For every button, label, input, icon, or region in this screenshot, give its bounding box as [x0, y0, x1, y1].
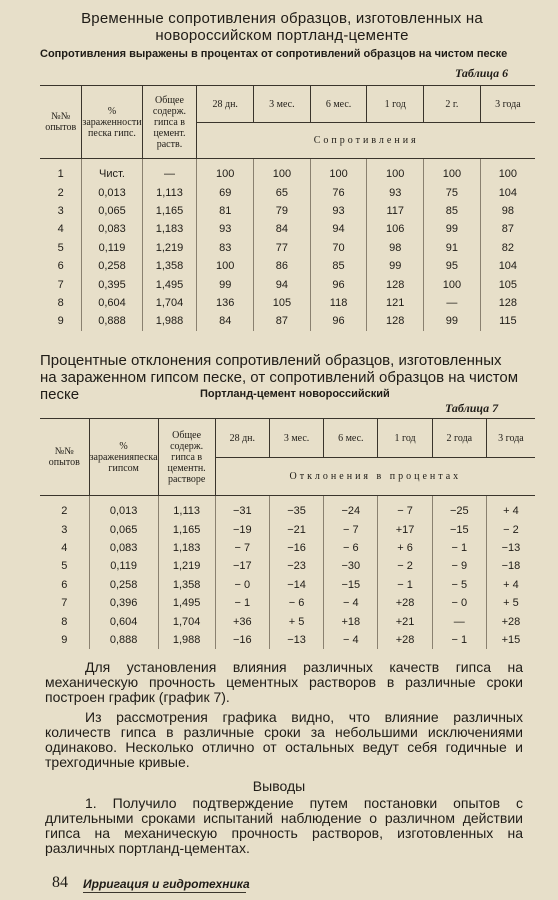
- header-num: №№ опытов: [40, 419, 89, 496]
- table-cell: 95: [424, 257, 481, 275]
- table-cell: − 6: [269, 594, 323, 612]
- table-cell: 7: [61, 597, 68, 610]
- header-period: 2 г.: [424, 86, 481, 123]
- table-row: [40, 159, 535, 184]
- header-period: 3 мес.: [254, 86, 311, 123]
- table-cell: +18: [324, 612, 378, 630]
- header-period: 3 года: [480, 86, 535, 123]
- table-cell: 93: [367, 183, 424, 201]
- table-cell: 2: [61, 505, 68, 518]
- table-row: [40, 202, 535, 220]
- table6-subtitle: Сопротивления выражены в процентах от сопротивлений образцов на чистом песке: [40, 48, 508, 60]
- table-cell: 85: [310, 257, 367, 275]
- table-row: [40, 312, 535, 330]
- table-cell: + 6: [378, 539, 432, 557]
- table-cell: 94: [310, 220, 367, 238]
- table-cell: − 7: [324, 520, 378, 538]
- table-cell: 104: [480, 257, 535, 275]
- table-cell: 96: [310, 275, 367, 293]
- table-cell: +15: [486, 631, 535, 649]
- table-cell: 0,258: [82, 257, 142, 275]
- table-row: [40, 257, 535, 275]
- header-num: №№ опытов: [40, 86, 82, 159]
- table-cell: 115: [480, 312, 535, 330]
- table-cell: +21: [378, 612, 432, 630]
- header-period: 1 год: [378, 419, 432, 458]
- table-row: [40, 631, 535, 649]
- table-cell: 5: [61, 560, 68, 573]
- table-cell: − 0: [432, 594, 486, 612]
- table-cell: —: [424, 294, 481, 312]
- table-cell: 6: [61, 578, 68, 591]
- table-cell: 128: [367, 275, 424, 293]
- table-cell: 105: [480, 275, 535, 293]
- table-cell: 98: [367, 239, 424, 257]
- header-pct: % зараженияпеска гипсом: [89, 419, 158, 496]
- header-group: Сопротивления: [197, 123, 535, 159]
- table-cell: 99: [424, 220, 481, 238]
- table-cell: + 4: [486, 496, 535, 521]
- footer-rule: [83, 892, 246, 893]
- table-cell: 82: [480, 239, 535, 257]
- table-cell: 84: [254, 220, 311, 238]
- header-pct: % зараженности песка гипс.: [82, 86, 142, 159]
- header-period: 1 год: [367, 86, 424, 123]
- table-cell: 9: [61, 633, 68, 646]
- table-cell: + 4: [486, 576, 535, 594]
- table-cell: 128: [367, 312, 424, 330]
- table6-title: Временные сопротивления образцов, изготовленных на новороссийском портланд-цементе: [81, 10, 483, 44]
- table-cell: − 2: [378, 557, 432, 575]
- table-cell: −30: [324, 557, 378, 575]
- table-cell: − 1: [378, 576, 432, 594]
- table-cell: 1,165: [158, 520, 215, 538]
- table-cell: 104: [480, 183, 535, 201]
- table-cell: —: [142, 159, 197, 184]
- table-cell: −17: [215, 557, 269, 575]
- table-cell: −24: [324, 496, 378, 521]
- table-cell: −19: [215, 520, 269, 538]
- table-cell: 70: [310, 239, 367, 257]
- table-row: [40, 520, 535, 538]
- table-row: [40, 275, 535, 293]
- table-cell: − 7: [378, 496, 432, 521]
- table-cell: 1,183: [158, 539, 215, 557]
- table-cell: 1,358: [142, 257, 197, 275]
- table-cell: 6: [57, 260, 64, 273]
- table-cell: 99: [424, 312, 481, 330]
- table-cell: 7: [57, 278, 64, 291]
- table-cell: −15: [432, 520, 486, 538]
- table-cell: 1,704: [158, 612, 215, 630]
- table-cell: 121: [367, 294, 424, 312]
- table-cell: 117: [367, 202, 424, 220]
- table-cell: − 4: [324, 594, 378, 612]
- table-cell: 1,219: [142, 239, 197, 257]
- header-total: Общее содерж. гипса в цементн. растворе: [158, 419, 215, 496]
- table-cell: − 2: [486, 520, 535, 538]
- table-cell: 84: [197, 312, 254, 330]
- table-row: [40, 594, 535, 612]
- table-cell: − 6: [324, 539, 378, 557]
- table-cell: 105: [254, 294, 311, 312]
- table-cell: 65: [254, 183, 311, 201]
- table-cell: 1,704: [142, 294, 197, 312]
- table-cell: −15: [324, 576, 378, 594]
- conclusion-item: 1. Получило подтверждение путем постановки опытов с длительными сроками испытаний наблюдение о различном действии гипса на механическую прочность растворов, изготовленных на различных портланд-цементах.: [45, 795, 523, 856]
- table-cell: 1,219: [158, 557, 215, 575]
- table-cell: 3: [61, 523, 68, 536]
- table-cell: − 9: [432, 557, 486, 575]
- header-period: 3 года: [486, 419, 535, 458]
- table-cell: 136: [197, 294, 254, 312]
- table-cell: 118: [310, 294, 367, 312]
- table-cell: 81: [197, 202, 254, 220]
- table-cell: −13: [269, 631, 323, 649]
- table-cell: 0,013: [89, 496, 158, 521]
- table-cell: −35: [269, 496, 323, 521]
- header-period: 2 года: [432, 419, 486, 458]
- table-cell: 1,988: [158, 631, 215, 649]
- table-cell: 100: [424, 159, 481, 184]
- page-number: 84: [52, 874, 68, 891]
- header-period: 6 мес.: [310, 86, 367, 123]
- table-cell: 106: [367, 220, 424, 238]
- table-cell: −25: [432, 496, 486, 521]
- table-cell: 0,604: [89, 612, 158, 630]
- table-cell: 87: [254, 312, 311, 330]
- table-cell: 99: [367, 257, 424, 275]
- table-cell: − 1: [432, 631, 486, 649]
- table-cell: +28: [486, 612, 535, 630]
- header-period: 3 мес.: [269, 419, 323, 458]
- table-cell: 98: [480, 202, 535, 220]
- table-cell: 99: [197, 275, 254, 293]
- table-cell: 75: [424, 183, 481, 201]
- table-cell: 8: [57, 296, 64, 309]
- table-cell: 0,396: [89, 594, 158, 612]
- table-cell: + 5: [486, 594, 535, 612]
- table-cell: 100: [197, 257, 254, 275]
- table-cell: +28: [378, 594, 432, 612]
- table-cell: − 1: [432, 539, 486, 557]
- table-cell: 1,113: [158, 496, 215, 521]
- table-cell: 69: [197, 183, 254, 201]
- table-cell: −13: [486, 539, 535, 557]
- table-cell: − 7: [215, 539, 269, 557]
- table-cell: 100: [424, 275, 481, 293]
- table-row: [40, 496, 535, 521]
- table-cell: 1,183: [142, 220, 197, 238]
- table-cell: 0,395: [82, 275, 142, 293]
- table-cell: −23: [269, 557, 323, 575]
- table-cell: 8: [61, 615, 68, 628]
- table-cell: 3: [57, 204, 64, 217]
- table-cell: 0,083: [82, 220, 142, 238]
- header-group: Отклонения в процентах: [215, 458, 535, 496]
- table-cell: + 5: [269, 612, 323, 630]
- table-cell: 0,119: [89, 557, 158, 575]
- table-cell: 0,119: [82, 239, 142, 257]
- table-cell: 100: [310, 159, 367, 184]
- table-cell: 0,083: [89, 539, 158, 557]
- table-row: [40, 294, 535, 312]
- table-cell: 0,065: [89, 520, 158, 538]
- table-row: [40, 539, 535, 557]
- conclusions-heading: Выводы: [252, 778, 306, 794]
- table-cell: 79: [254, 202, 311, 220]
- table-cell: 100: [197, 159, 254, 184]
- table-cell: 0,604: [82, 294, 142, 312]
- table-cell: − 5: [432, 576, 486, 594]
- table-cell: 100: [480, 159, 535, 184]
- table-cell: −16: [215, 631, 269, 649]
- table-cell: −21: [269, 520, 323, 538]
- table-cell: 76: [310, 183, 367, 201]
- table-cell: 91: [424, 239, 481, 257]
- table-cell: − 4: [324, 631, 378, 649]
- table-cell: −18: [486, 557, 535, 575]
- table6-label: Таблица 6: [455, 66, 509, 80]
- table-cell: 4: [61, 541, 68, 554]
- table-cell: 0,065: [82, 202, 142, 220]
- table-cell: 128: [480, 294, 535, 312]
- table-cell: −16: [269, 539, 323, 557]
- table-cell: 1,495: [142, 275, 197, 293]
- paragraph: Для установления влияния различных качеств гипса на механическую прочность цементных растворов в различные сроки построен график (график 7).: [45, 659, 523, 705]
- table-cell: 0,258: [89, 576, 158, 594]
- table-cell: 1,988: [142, 312, 197, 330]
- table-cell: +36: [215, 612, 269, 630]
- table-cell: 1: [57, 168, 64, 181]
- table-cell: 100: [254, 159, 311, 184]
- table7-title: Процентные отклонения сопротивлений образцов, изготовленных на зараженном гипсом песке, от сопротивлений образцов на чистом песке: [40, 352, 519, 403]
- table-6: [40, 85, 535, 331]
- table-cell: −14: [269, 576, 323, 594]
- table-cell: 1,165: [142, 202, 197, 220]
- table-cell: 1,113: [142, 183, 197, 201]
- paragraph: Из рассмотрения графика видно, что влияние различных количеств гипса в различные сроки за небольшими исключениями одинаково. Несколько отлично от остальных ведут себя годичные и трехгодичные кривые.: [45, 709, 523, 770]
- table-cell: 2: [57, 186, 64, 199]
- table-7: [40, 418, 535, 649]
- table-cell: 4: [57, 223, 64, 236]
- header-total: Общее содерж. гипса в цемент. раств.: [142, 86, 197, 159]
- table-cell: 1,358: [158, 576, 215, 594]
- table-cell: − 1: [215, 594, 269, 612]
- table-cell: 5: [57, 241, 64, 254]
- table-row: [40, 183, 535, 201]
- table-cell: 0,888: [89, 631, 158, 649]
- table-cell: 0,013: [82, 183, 142, 201]
- table-row: [40, 612, 535, 630]
- table-cell: 94: [254, 275, 311, 293]
- header-period: 28 дн.: [215, 419, 269, 458]
- table-cell: —: [432, 612, 486, 630]
- table-cell: 1,495: [158, 594, 215, 612]
- table-cell: +28: [378, 631, 432, 649]
- table-cell: 0,888: [82, 312, 142, 330]
- table-row: [40, 220, 535, 238]
- table-cell: 77: [254, 239, 311, 257]
- table-cell: − 0: [215, 576, 269, 594]
- table-row: [40, 557, 535, 575]
- table-cell: +17: [378, 520, 432, 538]
- table-cell: 87: [480, 220, 535, 238]
- table7-label: Таблица 7: [445, 401, 499, 415]
- header-period: 6 мес.: [324, 419, 378, 458]
- table-cell: 93: [310, 202, 367, 220]
- header-period: 28 дн.: [197, 86, 254, 123]
- table-cell: 86: [254, 257, 311, 275]
- journal-title: Ирригация и гидротехника: [83, 877, 250, 891]
- table-cell: −31: [215, 496, 269, 521]
- table-cell: 96: [310, 312, 367, 330]
- table-cell: 93: [197, 220, 254, 238]
- table-row: [40, 239, 535, 257]
- table-cell: 9: [57, 315, 64, 328]
- table-cell: 85: [424, 202, 481, 220]
- table-cell: 83: [197, 239, 254, 257]
- table-cell: Чист.: [82, 159, 142, 184]
- table-row: [40, 576, 535, 594]
- table7-subtitle: Портланд-цемент новороссийский: [200, 388, 390, 400]
- table-cell: 100: [367, 159, 424, 184]
